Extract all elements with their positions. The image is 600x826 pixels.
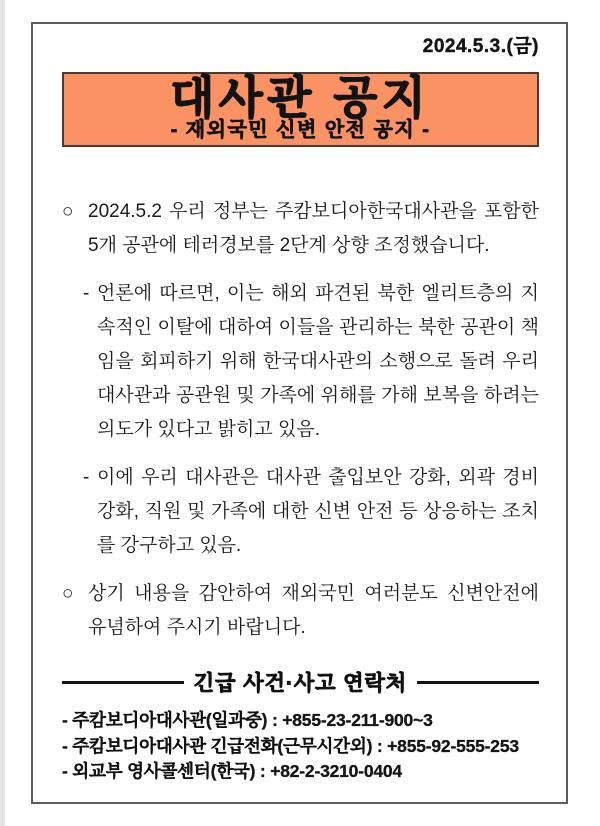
notice-subtitle: - 재외국민 신변 안전 공지 -	[170, 119, 431, 141]
dash-bullet: -	[83, 283, 90, 304]
contact-item-embassy-daytime: - 주캄보디아대사관(일과중) : +855-23-211-900~3	[62, 710, 433, 730]
notice-paragraph-2	[83, 277, 539, 447]
dash-bullet: -	[83, 467, 90, 488]
contact-item-consular-callcenter: - 외교부 영사콜센터(한국) : +82-2-3210-0404	[62, 761, 402, 781]
notice-paragraph-1	[62, 195, 539, 263]
paragraph-text: 상기 내용을 감안하여 재외국민 여러분도 신변안전에 유념하여 주시기 바랍니다.	[88, 583, 539, 638]
contact-item-embassy-afterhours: - 주캄보디아대사관 긴급전화(근무시간외) : +855-92-555-253	[62, 735, 519, 756]
notice-body	[62, 195, 539, 645]
paragraph-text: 이에 우리 대사관은 대사관 출입보안 강화, 외곽 경비 강화, 직원 및 가족에 대한 신변 안전 등 상응하는 조치를 강구하고 있음.	[97, 467, 539, 556]
paragraph-text: 언론에 따르면, 이는 해외 파견된 북한 엘리트층의 지속적인 이탈에 대하여 이들을 관리하는 북한 공관이 책임을 회피하기 위해 한국대사관의 소행으로 돌려 우리 대사관과 공관원 및 가족에 위해를 가해 보복을 하려는 의도가 있다고 밝히고 있음.	[97, 283, 539, 440]
page-left-edge	[0, 0, 5, 826]
circle-bullet: ○	[62, 201, 74, 222]
divider-line-left	[62, 681, 184, 684]
notice-title: 대사관 공지	[170, 72, 431, 123]
contact-section-heading: 긴급 사건·사고 연락처	[193, 672, 408, 695]
document-frame	[31, 22, 568, 804]
contact-section-divider	[62, 667, 539, 697]
contact-list	[62, 708, 539, 785]
divider-line-right	[417, 681, 539, 684]
paragraph-text: 2024.5.2 우리 정부는 주캄보디아한국대사관을 포함한 5개 공관에 테러경보를 2단계 상향 조정했습니다.	[88, 201, 539, 256]
notice-paragraph-3	[83, 461, 539, 563]
notice-paragraph-4	[62, 577, 539, 645]
circle-bullet: ○	[62, 583, 74, 604]
notice-date: 2024.5.3.(금)	[422, 36, 539, 57]
notice-title-box	[62, 72, 539, 147]
